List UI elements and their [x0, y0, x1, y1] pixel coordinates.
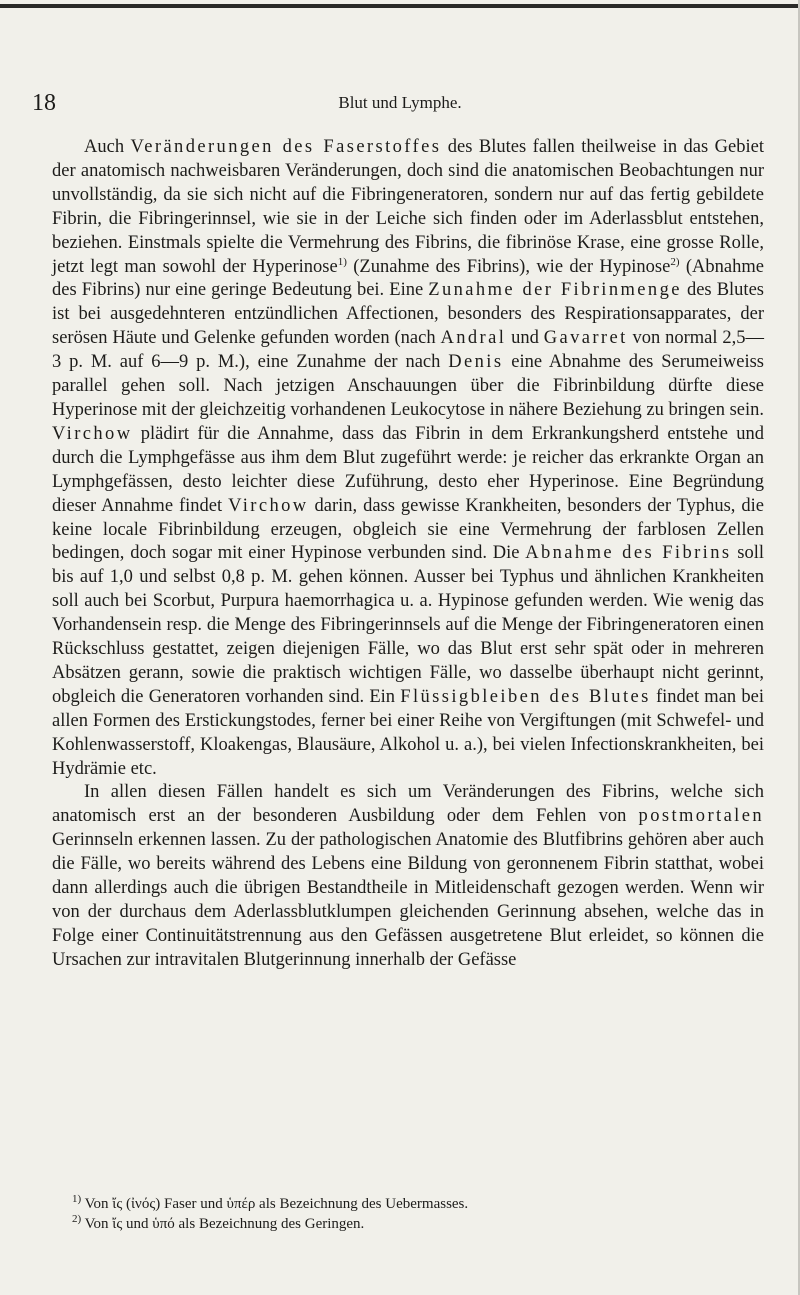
emphasized-text: Zunahme der Fibrinmenge [428, 280, 682, 301]
emphasized-text: Denis [448, 352, 504, 373]
paragraph-text: Gerinnseln erkennen lassen. Zu der pathologischen Anatomie des Blutfibrins gehören aber auch die Fälle, wo bereits während des Lebens eine Bildung von geronnenem Fibrin statthat, wobei dann allerdings auch die übrigen Bestandtheile in Mitleidenschaft gezogen werden. Wenn wir von der durchaus dem Aderlassblutklumpen gleichenden Gerinnung absehen, welche das in Folge einer Continuitätstrennung aus den Gefässen ausgetretene Blut erleidet, so können die Ursachen zur intravitalen Blutgerinnung innerhalb der Gefässe [52, 830, 764, 970]
paragraph-text: plädirt für die Annahme, dass das Fibrin in dem Erkrankungsherd entstehe und durch die Lymphgefässe aus ihm dem Blut zugeführt werde: je reicher das erkrankte Organ an Lymphgefässen, desto leichter diese Zuführung, desto eher Hyperinose. Eine Begründung dieser Annahme findet [52, 423, 764, 516]
footnotes [72, 1194, 762, 1234]
paragraph-text: darin, dass gewisse Krankheiten, besonders der Typhus, die keine locale Fibrinbildung erzeugen, obgleich sie eine Vermehrung der farblosen Zellen bedingen, doch sogar mit einer Hypinose verbunden sind. Die [52, 495, 764, 564]
paragraph-text: (Abnahme des Fibrins) nur eine geringe Bedeutung bei. Eine [52, 256, 764, 301]
footnote-marker: 1) [72, 1193, 82, 1205]
emphasized-text: Virchow [228, 495, 309, 516]
emphasized-text: Veränderungen des Faserstoffes [130, 137, 442, 157]
paragraph-text: Auch [84, 137, 131, 157]
paragraph-text: (Zunahme des Fibrins), wie der Hypinose [346, 256, 671, 277]
emphasized-text: Flüssigbleiben des Blutes [400, 686, 651, 707]
footnote-marker: 1) [337, 255, 347, 268]
page-header [0, 88, 800, 118]
paragraph-text: des Blutes ist bei ausgedehnteren entzündlichen Affectionen, besonders des Respirationsapparates, der serösen Häute und Gelenke gefunden worden (nach [52, 280, 764, 349]
emphasized-text: Gavarret [543, 328, 628, 349]
footnote [72, 1214, 762, 1234]
footnote-text: Von ἴς (ἰνός) Faser und ὑπέρ als Bezeichnung des Uebermasses. [81, 1196, 469, 1212]
emphasized-text: postmortalen [638, 806, 764, 827]
paragraph [52, 136, 764, 781]
paragraph [52, 781, 764, 972]
paragraph-text: von normal 2,5—3 p. M. auf 6—9 p. M.), eine Zunahme der nach [52, 328, 765, 373]
paragraph-text: eine Abnahme des Serumeiweiss parallel gehen soll. Nach jetzigen Anschauungen über die Fibrinbildung dürfte diese Hyperinose mit der gleichzeitig vorhandenen Leukocytose in nähere Beziehung zu bringen sein. [52, 352, 765, 420]
paragraph-text: des Blutes fallen theilweise in das Gebiet der anatomisch nachweisbaren Veränderungen, doch sind die anatomischen Beobachtungen nur unvollständig, da sie sich nicht auf die Fibringeneratoren, sondern nur auf das fertig gebildete Fibrin, die Fibringerinnsel, wie sie in der Leiche sich finden oder im Aderlassblut entstehen, beziehen. Einstmals spielte die Vermehrung des Fibrins, die fibrinöse Krase, eine grosse Rolle, jetzt legt man sowohl der Hyperinose [52, 137, 764, 277]
paragraph-text: soll bis auf 1,0 und selbst 0,8 p. M. gehen können. Ausser bei Typhus und ähnlichen Krankheiten soll auch bei Scorbut, Purpura haemorrhagica u. a. Hypinose gefunden werden. Wie wenig das Vorhandensein resp. die Menge des Fibringerinnsels auf die Menge der Fibringeneratoren einen Rückschluss gestattet, zeigen diejenigen Fälle, wo das Blut erst sehr spät oder in mehreren Absätzen gerann, sowie die praktisch wichtigen Fälle, wo dasselbe überhaupt nicht gerinnt, obgleich die Generatoren vorhanden sind. Ein [52, 543, 764, 707]
footnote-text: Von ἴς und ὑπό als Bezeichnung des Geringen. [81, 1216, 365, 1232]
page-number: 18 [32, 90, 56, 116]
paragraph-text: findet man bei allen Formen des Erstickungstodes, ferner bei einer Reihe von Vergiftungen (mit Schwefel- und Kohlenwasserstoff, Kloakengas, Blausäure, Alkohol u. a.), bei vielen Infectionskrankheiten, bei Hydrämie etc. [52, 686, 764, 779]
emphasized-text: Virchow [52, 423, 133, 444]
top-border-rule [0, 4, 800, 8]
emphasized-text: Andral [440, 328, 507, 349]
paragraph-text: In allen diesen Fällen handelt es sich um Veränderungen des Fibrins, welche sich anatomisch erst an der besonderen Ausbildung oder dem Fehlen von [52, 782, 764, 827]
running-head: Blut und Lymphe. [338, 93, 462, 112]
footnote-marker: 2) [72, 1213, 82, 1225]
emphasized-text: Abnahme des Fibrins [525, 543, 732, 564]
body-text [52, 136, 764, 973]
paragraph-text: und [506, 328, 544, 349]
footnote [72, 1194, 762, 1214]
footnote-marker: 2) [670, 255, 680, 268]
